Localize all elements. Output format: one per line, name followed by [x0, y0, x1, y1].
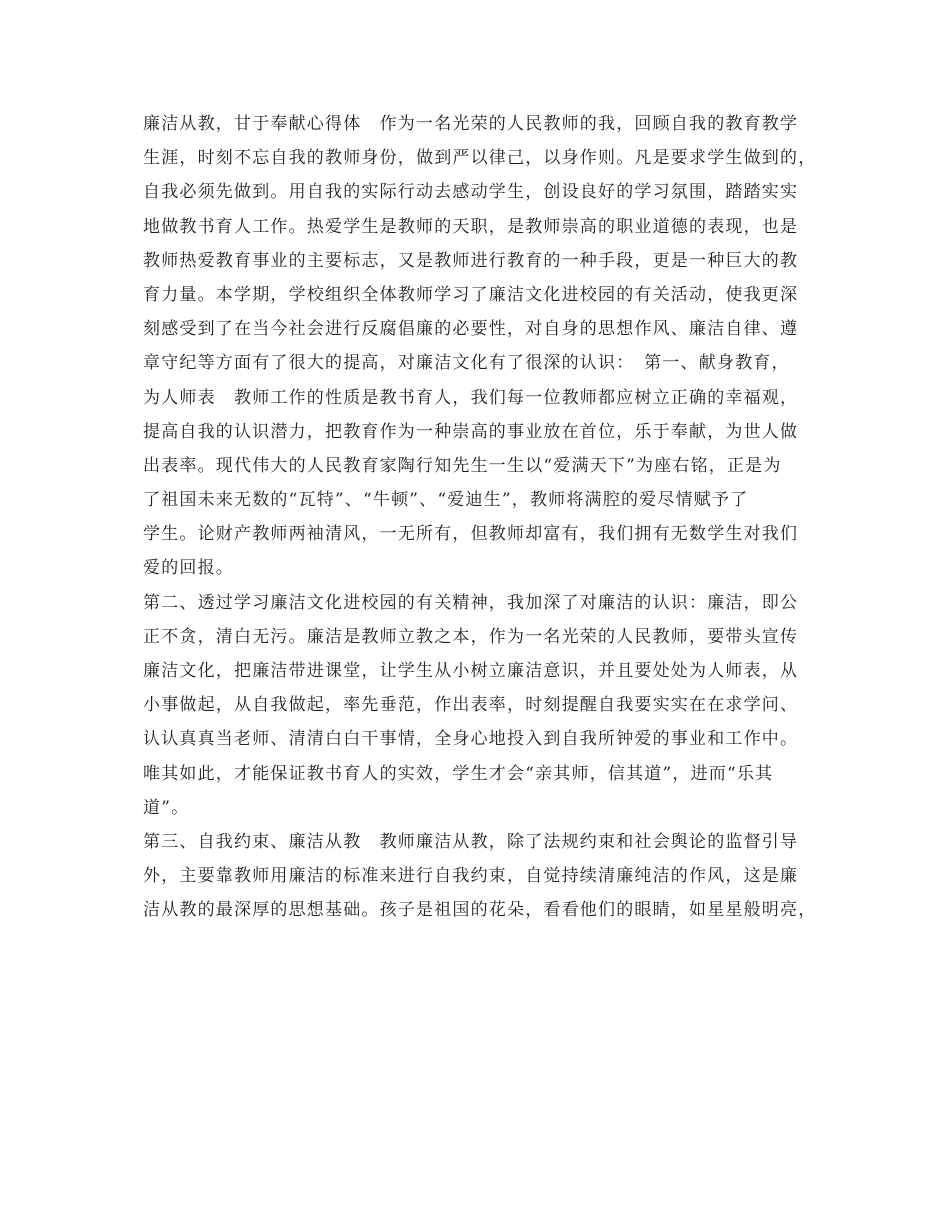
document-body	[143, 107, 843, 928]
text-line: 外，主要靠教师用廉洁的标准来进行自我约束，自觉持续清廉纯洁的作风，这是廉	[143, 866, 799, 887]
text-line: 认认真真当老师、清清白白干事情，全身心地投入到自我所钟爱的事业和工作中。	[143, 729, 799, 750]
text-line: 章守纪等方面有了很大的提高，对廉洁文化有了很深的认识： 第一、献身教育，	[143, 353, 790, 374]
text-line: 第三、自我约束、廉洁从教 教师廉洁从教，除了法规约束和社会舆论的监督引导	[143, 831, 799, 852]
text-line: 为人师表 教师工作的性质是教书育人，我们每一位教师都应树立正确的幸福观，	[143, 387, 799, 408]
text-line: 学生。论财产教师两袖清风，一无所有，但教师却富有，我们拥有无数学生对我们	[143, 524, 799, 545]
text-line: 出表率。现代伟大的人民教育家陶行知先生一生以“爱满天下”为座右铭，正是为	[143, 455, 782, 476]
text-line: 育力量。本学期，学校组织全体教师学习了廉洁文化进校园的有关活动，使我更深	[143, 284, 799, 305]
text-line: 提高自我的认识潜力，把教育作为一种崇高的事业放在首位，乐于奉献，为世人做	[143, 421, 799, 442]
text-line: 廉洁文化，把廉洁带进课堂，让学生从小树立廉洁意识，并且要处处为人师表，从	[143, 661, 799, 681]
text-line: 教师热爱教育事业的主要标志，又是教师进行教育的一种手段，更是一种巨大的教	[143, 250, 799, 271]
text-line: 正不贪，清白无污。廉洁是教师立教之本，作为一名光荣的人民教师，要带头宣传	[143, 626, 799, 647]
text-line: 道”。	[143, 797, 190, 818]
text-line: 唯其如此，才能保证教书育人的实效，学生才会“亲其师，信其道”，进而“乐其	[143, 763, 774, 784]
text-line: 刻感受到了在当今社会进行反腐倡廉的必要性，对自身的思想作风、廉洁自律、遵	[143, 319, 799, 340]
text-line: 生涯，时刻不忘自我的教师身份，做到严以律己，以身作则。凡是要求学生做到的，	[143, 148, 817, 169]
text-line: 第二、透过学习廉洁文化进校园的有关精神，我加深了对廉洁的认识：廉洁，即公	[143, 592, 799, 613]
text-line: 小事做起，从自我做起，率先垂范，作出表率，时刻提醒自我要实实在在求学问、	[143, 695, 799, 716]
text-line: 洁从教的最深厚的思想基础。孩子是祖国的花朵，看看他们的眼睛，如星星般明亮，	[143, 900, 817, 921]
text-line: 爱的回报。	[143, 558, 234, 579]
text-line: 自我必须先做到。用自我的实际行动去感动学生，创设良好的学习氛围，踏踏实实	[143, 182, 799, 203]
text-line: 地做教书育人工作。热爱学生是教师的天职，是教师崇高的职业道德的表现，也是	[143, 216, 799, 237]
text-line: 廉洁从教，甘于奉献心得体 作为一名光荣的人民教师的我，回顾自我的教育教学	[143, 114, 799, 134]
text-line: 了祖国未来无数的“瓦特”、“牛顿”、“爱迪生”，教师将满腔的爱尽情赋予了	[143, 490, 749, 511]
